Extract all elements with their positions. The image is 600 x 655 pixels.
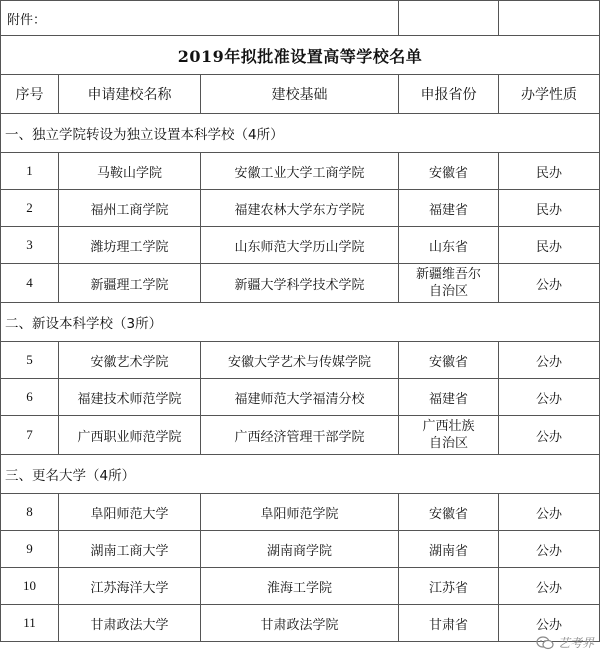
table-row xyxy=(1,379,600,416)
header-name: 申请建校名称 xyxy=(59,75,201,114)
watermark-text: 艺考界 xyxy=(557,636,594,650)
cell-base: 淮海工学院 xyxy=(201,568,399,605)
table-row xyxy=(1,153,600,190)
cell-base: 甘肃政法学院 xyxy=(201,605,399,642)
empty-cell xyxy=(499,1,600,36)
table-row xyxy=(1,568,600,605)
cell-nature: 公办 xyxy=(499,342,600,379)
cell-province xyxy=(399,416,499,455)
cell-name: 阜阳师范大学 xyxy=(59,494,201,531)
header-base: 建校基础 xyxy=(201,75,399,114)
cell-no: 6 xyxy=(1,379,59,416)
cell-name: 甘肃政法大学 xyxy=(59,605,201,642)
wechat-icon xyxy=(536,636,554,650)
cell-province: 甘肃省 xyxy=(399,605,499,642)
cell-name: 安徽艺术学院 xyxy=(59,342,201,379)
cell-no: 5 xyxy=(1,342,59,379)
cell-province: 江苏省 xyxy=(399,568,499,605)
header-province: 申报省份 xyxy=(399,75,499,114)
watermark xyxy=(536,634,594,651)
header-no: 序号 xyxy=(1,75,59,114)
attachment-row xyxy=(1,1,600,36)
cell-province xyxy=(399,264,499,303)
section-label: 二、新设本科学校（3所） xyxy=(1,303,600,342)
table-row xyxy=(1,227,600,264)
cell-nature: 民办 xyxy=(499,153,600,190)
cell-no: 10 xyxy=(1,568,59,605)
cell-province: 福建省 xyxy=(399,190,499,227)
table-row xyxy=(1,531,600,568)
cell-no: 8 xyxy=(1,494,59,531)
section-row xyxy=(1,303,600,342)
table-row xyxy=(1,494,600,531)
table-row xyxy=(1,342,600,379)
cell-nature: 公办 xyxy=(499,494,600,531)
header-row xyxy=(1,75,600,114)
cell-name: 新疆理工学院 xyxy=(59,264,201,303)
province-line-1: 广西壮族 xyxy=(422,419,475,434)
table-row xyxy=(1,264,600,303)
cell-no: 4 xyxy=(1,264,59,303)
section-row xyxy=(1,455,600,494)
cell-no: 11 xyxy=(1,605,59,642)
cell-base: 福建农林大学东方学院 xyxy=(201,190,399,227)
cell-base: 阜阳师范学院 xyxy=(201,494,399,531)
cell-base: 新疆大学科学技术学院 xyxy=(201,264,399,303)
cell-base: 安徽大学艺术与传媒学院 xyxy=(201,342,399,379)
cell-name: 福州工商学院 xyxy=(59,190,201,227)
cell-name: 广西职业师范学院 xyxy=(59,416,201,455)
province-line-1: 新疆维吾尔 xyxy=(416,267,482,282)
title-row xyxy=(1,36,600,75)
cell-no: 3 xyxy=(1,227,59,264)
cell-province: 安徽省 xyxy=(399,342,499,379)
cell-no: 2 xyxy=(1,190,59,227)
province-line-2: 自治区 xyxy=(429,436,469,451)
cell-nature: 公办 xyxy=(499,531,600,568)
section-label: 三、更名大学（4所） xyxy=(1,455,600,494)
page-title: 2019年拟批准设置高等学校名单 xyxy=(1,36,600,75)
table-row xyxy=(1,190,600,227)
section-row xyxy=(1,114,600,153)
header-nature: 办学性质 xyxy=(499,75,600,114)
cell-name: 福建技术师范学院 xyxy=(59,379,201,416)
cell-province: 安徽省 xyxy=(399,153,499,190)
cell-no: 7 xyxy=(1,416,59,455)
cell-name: 江苏海洋大学 xyxy=(59,568,201,605)
table-row xyxy=(1,416,600,455)
cell-base: 山东师范大学历山学院 xyxy=(201,227,399,264)
cell-name: 湖南工商大学 xyxy=(59,531,201,568)
cell-base: 湖南商学院 xyxy=(201,531,399,568)
cell-nature: 公办 xyxy=(499,568,600,605)
cell-no: 1 xyxy=(1,153,59,190)
cell-nature: 公办 xyxy=(499,605,600,642)
empty-cell xyxy=(399,1,499,36)
cell-nature: 民办 xyxy=(499,190,600,227)
cell-province: 安徽省 xyxy=(399,494,499,531)
cell-no: 9 xyxy=(1,531,59,568)
cell-nature: 公办 xyxy=(499,379,600,416)
cell-name: 马鞍山学院 xyxy=(59,153,201,190)
cell-nature: 公办 xyxy=(499,264,600,303)
table-row xyxy=(1,605,600,642)
cell-province: 湖南省 xyxy=(399,531,499,568)
attachment-label: 附件： xyxy=(1,1,399,36)
cell-base: 安徽工业大学工商学院 xyxy=(201,153,399,190)
province-line-2: 自治区 xyxy=(429,284,469,299)
cell-nature: 公办 xyxy=(499,416,600,455)
cell-base: 广西经济管理干部学院 xyxy=(201,416,399,455)
cell-nature: 民办 xyxy=(499,227,600,264)
cell-name: 潍坊理工学院 xyxy=(59,227,201,264)
cell-province: 山东省 xyxy=(399,227,499,264)
cell-base: 福建师范大学福清分校 xyxy=(201,379,399,416)
section-label: 一、独立学院转设为独立设置本科学校（4所） xyxy=(1,114,600,153)
cell-province: 福建省 xyxy=(399,379,499,416)
